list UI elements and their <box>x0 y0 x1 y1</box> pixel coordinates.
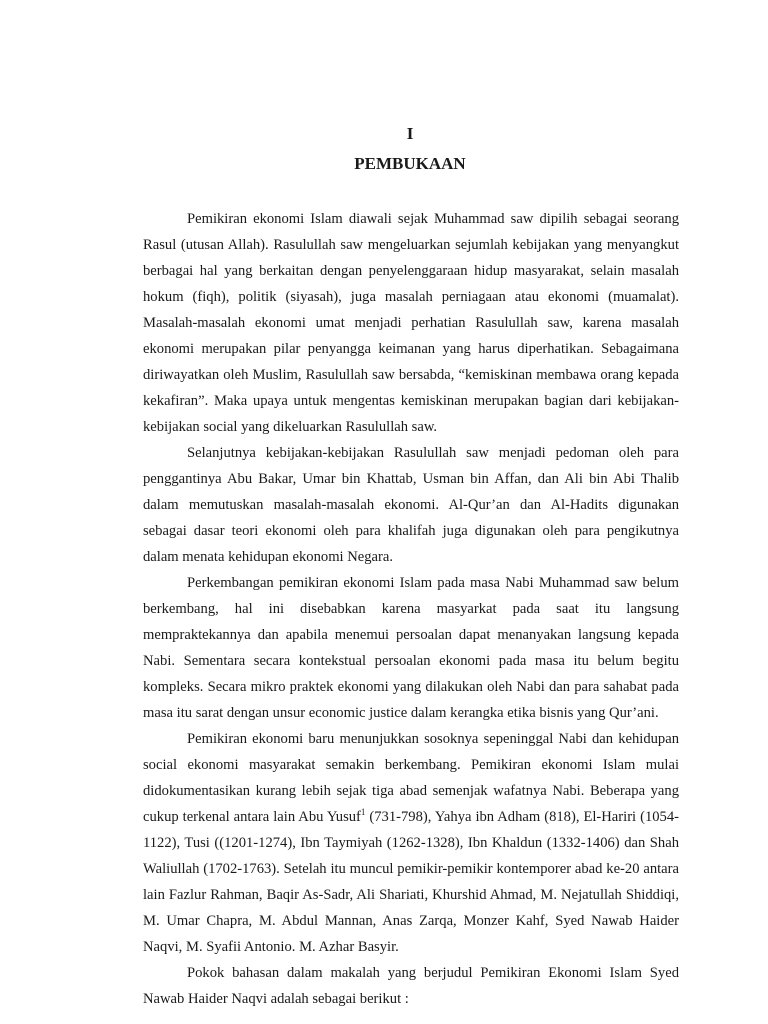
paragraph-2: Selanjutnya kebijakan-kebijakan Rasulullah saw menjadi pedoman oleh para penggantinya Abu Bakar, Umar bin Khattab, Usman bin Affan, dan Ali bin Abi Thalib dalam memutuskan masalah-masalah ekonomi. Al-Qur’an dan Al-Hadits digunakan sebagai dasar teori ekonomi oleh para khalifah juga digunakan oleh para pengikutnya dalam menata kehidupan ekonomi Negara. <box>143 445 679 565</box>
chapter-title: PEMBUKAAN <box>354 154 466 173</box>
paragraph-4-text-a: Pemikiran ekonomi baru menunjukkan sosoknya sepeninggal Nabi dan kehidupan social ekonomi masyarakat semakin berkembang. Pemikiran ekonomi Islam mulai didokumentasikan kurang lebih sejak tiga abad semenjak wafatnya Nabi. Beberapa yang cukup terkenal antara lain Abu Yusuf <box>143 731 679 825</box>
paragraph-4 <box>143 726 679 960</box>
paragraph-1: Pemikiran ekonomi Islam diawali sejak Muhammad saw dipilih sebagai seorang Rasul (utusan Allah). Rasulullah saw mengeluarkan sejumlah kebijakan yang menyangkut berbagai hal yang berkaitan dengan penyelenggaraan hidup masyarakat, selain masalah hokum (fiqh), politik (siyasah), juga masalah perniagaan atau ekonomi (muamalat). Masalah-masalah ekonomi umat menjadi perhatian Rasulullah saw, karena masalah ekonomi merupakan pilar penyangga keimanan yang harus diperhatikan. Sebagaimana diriwayatkan oleh Muslim, Rasulullah saw bersabda, “kemiskinan membawa orang kepada kekafiran”. Maka upaya untuk mengentas kemiskinan merupakan bagian dari kebijakan-kebijakan social yang dikeluarkan Rasulullah saw. <box>143 211 679 435</box>
chapter-number: I <box>406 124 414 143</box>
paragraph-3: Perkembangan pemikiran ekonomi Islam pada masa Nabi Muhammad saw belum berkembang, hal ini disebabkan karena masyarkat pada saat itu langsung mempraktekannya dan apabila menemui persoalan dapat menanyakan langsung kepada Nabi. Sementara secara kontekstual persoalan ekonomi pada masa itu belum begitu kompleks. Secara mikro praktek ekonomi yang dilakukan oleh Nabi dan para sahabat pada masa itu sarat dengan unsur economic justice dalam kerangka etika bisnis yang Qur’ani. <box>143 575 679 721</box>
footnote-marker[interactable]: 1 <box>360 807 366 818</box>
paragraph-5: Pokok bahasan dalam makalah yang berjudul Pemikiran Ekonomi Islam Syed Nawab Haider Naqvi adalah sebagai berikut : <box>143 965 679 1007</box>
paragraph-4-text-b: (731-798), Yahya ibn Adham (818), El-Hariri (1054-1122), Tusi ((1201-1274), Ibn Taymiyah (1262-1328), Ibn Khaldun (1332-1406) dan Shah Waliullah (1702-1763). Setelah itu muncul pemikir-pemikir kontemporer abad ke-20 antara lain Fazlur Rahman, Baqir As-Sadr, Ali Shariati, Khurshid Ahmad, M. Nejatullah Shiddiqi, M. Umar Chapra, M. Abdul Mannan, Anas Zarqa, Monzer Kahf, Syed Nawab Haider Naqvi, M. Syafii Antonio. M. Azhar Basyir. <box>143 809 679 955</box>
body-text <box>143 206 679 1012</box>
